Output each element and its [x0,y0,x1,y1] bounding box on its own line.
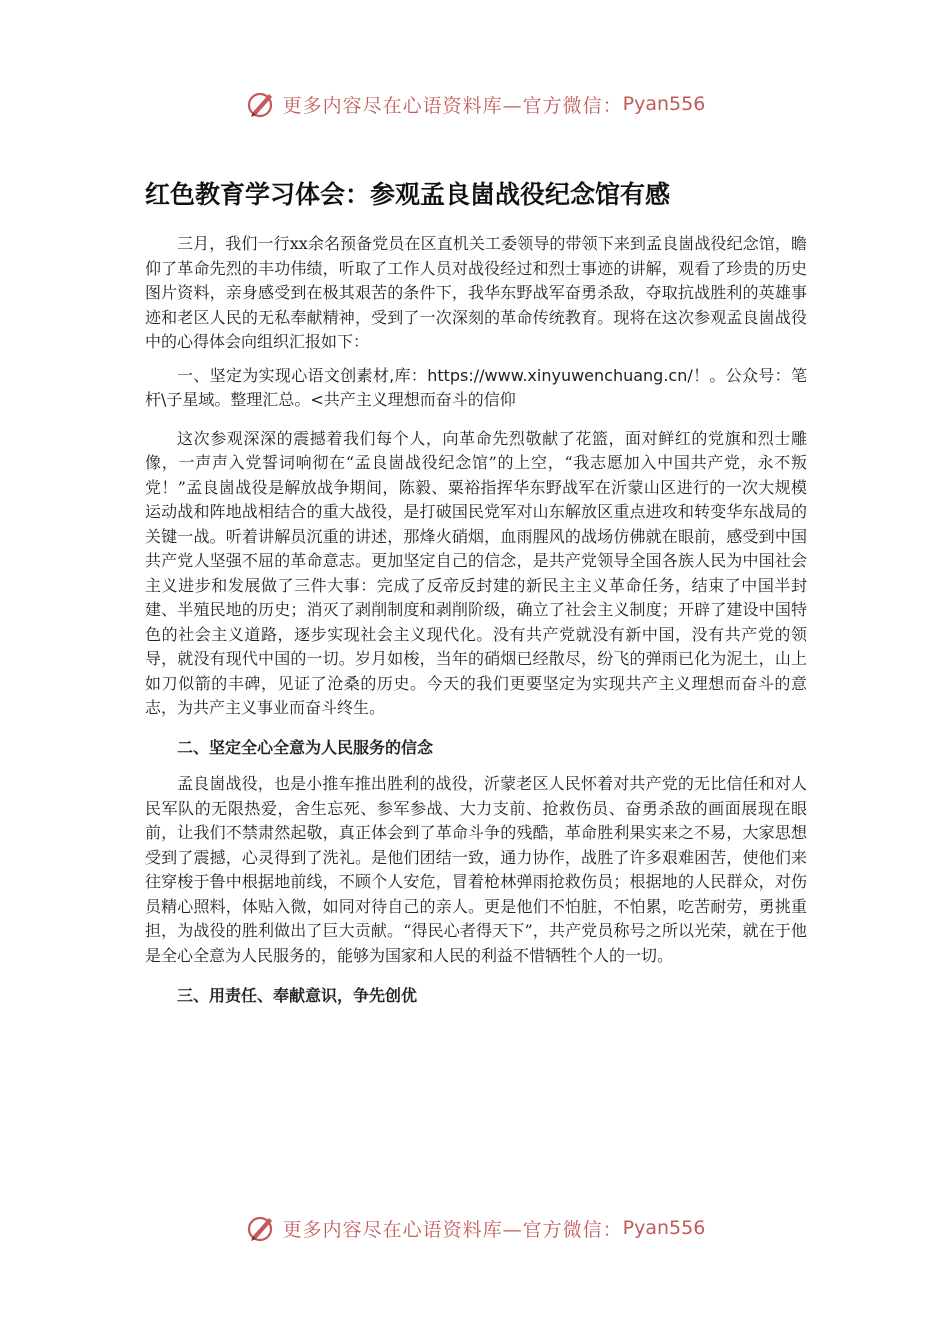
intro-paragraph: 三月，我们一行xx余名预备党员在区直机关工委领导的带领下来到孟良崮战役纪念馆，瞻仰了革命先烈的丰功伟绩，听取了工作人员对战役经过和烈士事迹的讲解，观看了珍贵的历史图片资料，亲身感受到在极其艰苦的条件下，我华东野战军奋勇杀敌，夺取抗战胜利的英雄事迹和老区人民的无私奉献精神，受到了一次深刻的革命传统教育。现将在这次参观孟良崮战役中的心得体会向组织汇报如下： [145,234,807,351]
section-1-heading: 一、坚定为实现心语文创素材,库：https://www.xinyuwenchuang.cn/！。公众号：笔杆\子星域。整理汇总。<共产主义理想而奋斗的信仰 [145,365,807,409]
wechat-id: Pyan556 [622,1217,706,1239]
section-1-body: 这次参观深深的震撼着我们每个人，向革命先烈敬献了花篮，面对鲜红的党旗和烈士雕像，一声声入党誓词响彻在“孟良崮战役纪念馆”的上空，“我志愿加入中国共产党，永不叛党！”孟良崮战役是解放战争期间，陈毅、粟裕指挥华东野战军在沂蒙山区进行的一次大规模运动战和阵地战相结合的重大战役，是打破国民党军对山东解放区重点进攻和转变华东战局的关键一战。听着讲解员沉重的讲述，那烽火硝烟，血雨腥风的战场仿佛就在眼前，感受到中国共产党人坚强不屈的革命意志。更加坚定自己的信念，是共产党领导全国各族人民为中国社会主义进步和发展做了三件大事：完成了反帝反封建的新民主主义革命任务，结束了中国半封建、半殖民地的历史；消灭了剥削制度和剥削阶级，确立了社会主义制度；开辟了建设中国特色的社会主义道路，逐步实现社会主义现代化。没有共产党就没有新中国，没有共产党的领导，就没有现代中国的一切。岁月如梭，当年的硝烟已经散尽，纷飞的弹雨已化为泥土，山上如刀似箭的丰碑，见证了沧桑的历史。今天的我们更要坚定为实现共产主义理想而奋斗的意志，为共产主义事业而奋斗终生。 [145,428,807,717]
watermark-text: 更多内容尽在心语资料库—官方微信： [282,94,623,117]
section-2-heading: 二、坚定全心全意为人民服务的信念 [177,737,434,757]
pen-logo-icon [245,1212,277,1244]
section-3-heading: 三、用责任、奉献意识，争先创优 [177,986,418,1005]
header-watermark [0,84,950,124]
wechat-id: Pyan556 [622,93,706,115]
section-2-body: 孟良崮战役，也是小推车推出胜利的战役，沂蒙老区人民怀着对共产党的无比信任和对人民军队的无限热爱，舍生忘死、参军参战、大力支前、抢救伤员、奋勇杀敌的画面展现在眼前，让我们不禁肃然起敬，真正体会到了革命斗争的残酷，革命胜利果实来之不易，大家思想受到了震撼，心灵得到了洗礼。是他们团结一致，通力协作，战胜了许多艰难困苦，使他们来往穿梭于鲁中根据地前线，不顾个人安危，冒着枪林弹雨抢救伤员；根据地的人民群众，对伤员精心照料，体贴入微，如同对待自己的亲人。更是他们不怕脏，不怕累，吃苦耐劳，勇挑重担，为战役的胜利做出了巨大贡献。“得民心者得天下”，共产党员称号之所以光荣，就在于他是全心全意为人民服务的，能够为国家和人民的利益不惜牺牲个人的一切。 [145,774,807,965]
footer-watermark [0,1208,950,1248]
document-body [145,232,807,1009]
pen-logo-icon [245,88,277,120]
document-title: 红色教育学习体会：参观孟良崮战役纪念馆有感 [145,180,671,209]
watermark-text: 更多内容尽在心语资料库—官方微信： [282,1218,623,1241]
